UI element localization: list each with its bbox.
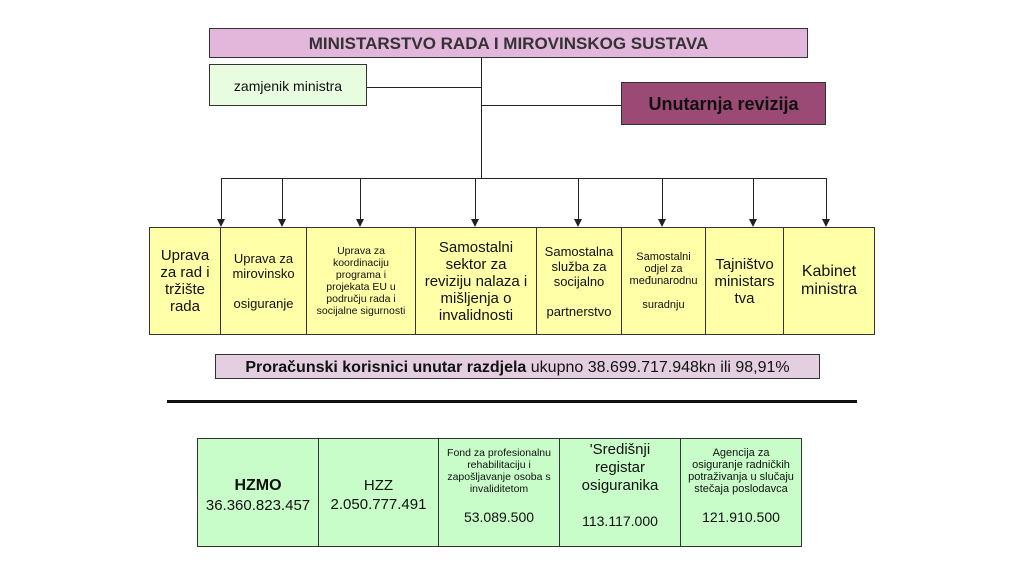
units-horizontal-connector [221,178,826,179]
user-worker-claims-agency [681,439,801,546]
org-units-row [149,227,875,335]
user-value: 36.360.823.457 [205,497,311,514]
budget-label-rest: ukupno 38.699.717.948kn ili 98,91% [526,359,790,376]
user-rehabilitation-fund [439,439,560,546]
user-value: 121.910.500 [702,509,780,525]
user-central-registry [560,439,681,546]
unit-arrow-line [282,178,283,219]
budget-users-row [197,438,802,547]
unit-international-cooperation [622,228,706,334]
unit-label: Uprava za mirovinsko osiguranje [232,251,295,311]
unit-label: Uprava za koordinaciju programa i projekata EU u području rada i socijalne sigurnosti [316,245,406,317]
user-value: 2.050.777.491 [330,496,427,513]
unit-label: Samostalna služba za socijalno partnerstvo [544,243,614,319]
unit-arrow-head [822,219,830,227]
user-hzmo [198,439,319,546]
unit-labour-market [150,228,221,334]
internal-audit-label: Unutarnja revizija [648,94,799,114]
unit-eu-coordination [307,228,416,334]
unit-pension-insurance [221,228,307,334]
unit-arrow-head [278,219,286,227]
unit-arrow-head [749,219,757,227]
user-value: 53.089.500 [463,509,535,525]
internal-audit-box [621,82,826,125]
unit-label: Uprava za rad i tržište rada [160,247,210,315]
unit-label: Tajništvo ministars tva [714,255,775,307]
user-name: 'Središnji registar osiguranika [581,441,659,494]
unit-disability-review [416,228,537,334]
user-name: HZZ [363,477,394,494]
unit-arrow-head [574,219,582,227]
user-name: Fond za profesionalnu rehabilitaciju i zapošljavanje osoba s invaliditetom [447,447,551,495]
unit-arrow-line [826,178,827,219]
unit-label: Samostalni sektor za reviziju nalaza i mišljenja o invalidnosti [424,238,528,324]
user-name: HZMO [234,477,282,494]
ministry-box [209,28,808,58]
main-vertical-connector [481,58,482,178]
deputy-minister-label: zamjenik ministra [233,78,343,94]
unit-label: Kabinet ministra [800,263,857,298]
ministry-title: MINISTARSTVO RADA I MIROVINSKOG SUSTAVA [308,34,709,53]
unit-minister-cabinet [784,228,874,334]
section-divider [167,400,857,403]
deputy-minister-box [209,64,367,106]
user-hzz [319,439,439,546]
budget-label-bold: Proračunski korisnici unutar razdjela [245,359,527,376]
deputy-connector [367,87,481,88]
unit-social-partnership [537,228,622,334]
unit-arrow-head [217,219,225,227]
budget-users-summary [215,354,820,379]
audit-connector [481,105,621,106]
unit-arrow-line [221,178,222,219]
unit-arrow-line [475,178,476,219]
unit-ministry-secretariat [706,228,784,334]
unit-arrow-head [356,219,364,227]
unit-arrow-line [578,178,579,219]
unit-arrow-line [753,178,754,219]
unit-arrow-head [471,219,479,227]
user-name: Agencija za osiguranje radničkih potraživanja u slučaju stečaja poslodavca [688,447,794,495]
unit-arrow-head [658,219,666,227]
unit-arrow-line [360,178,361,219]
unit-label: Samostalni odjel za međunarodnu suradnju [629,251,698,311]
user-value: 113.117.000 [582,513,658,529]
unit-arrow-line [662,178,663,219]
